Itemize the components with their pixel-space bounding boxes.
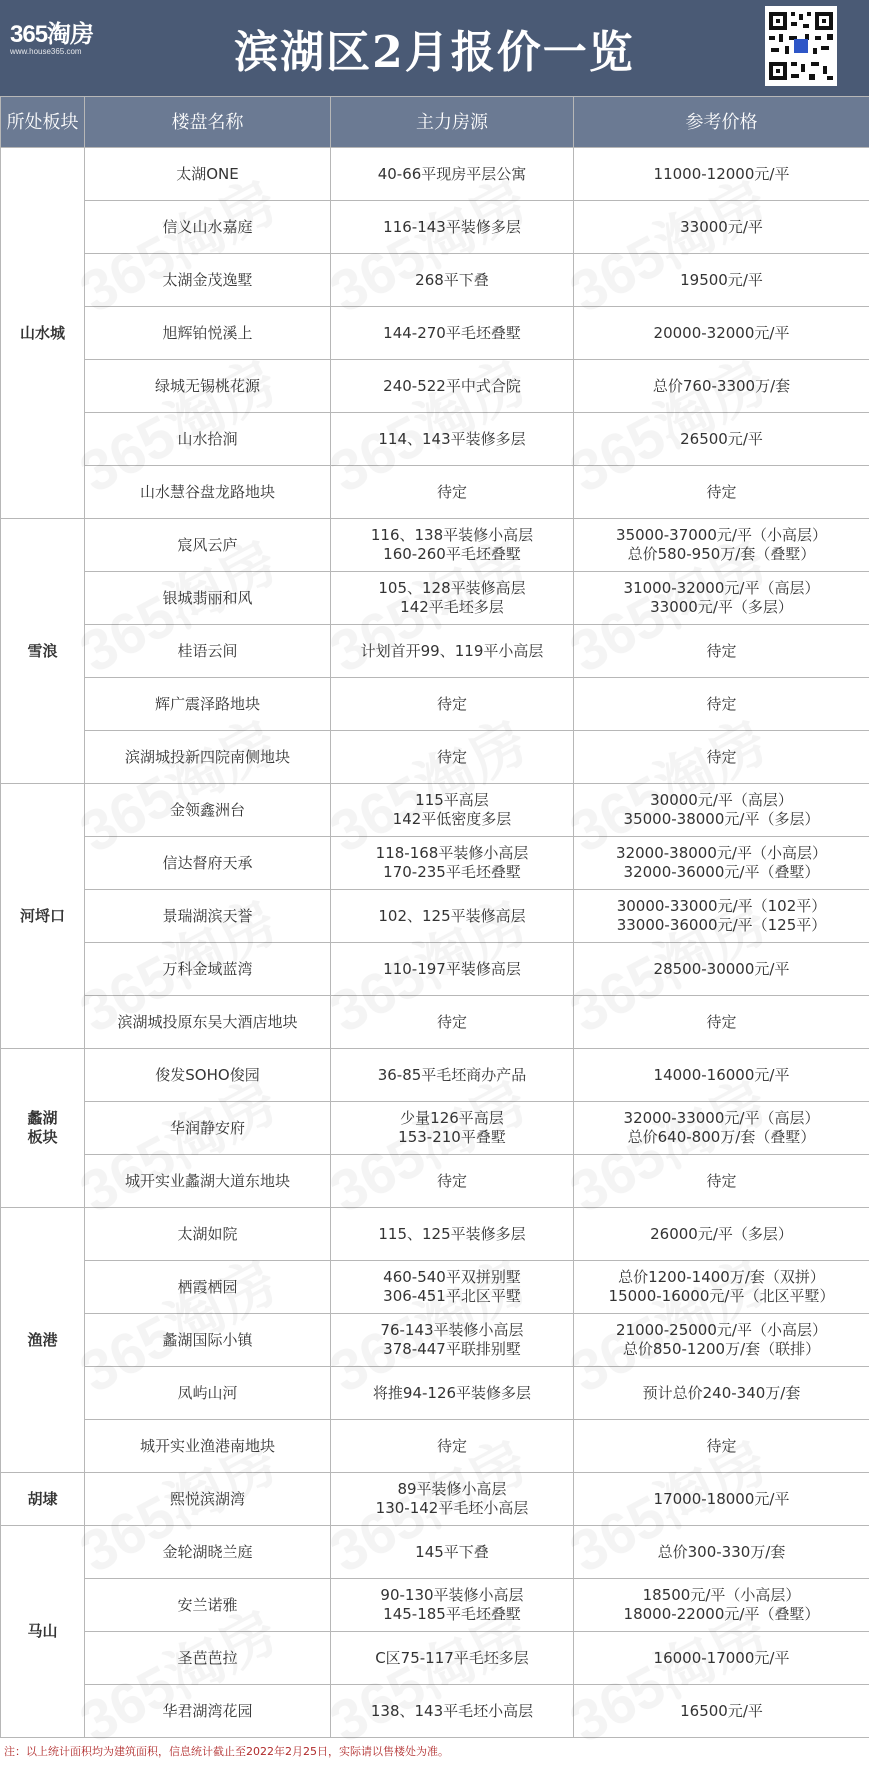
supply-cell — [331, 678, 574, 731]
table-row — [1, 837, 869, 890]
supply-line: 130-142平毛坯小高层 — [331, 1499, 573, 1518]
supply-line: 40-66平现房平层公寓 — [331, 165, 573, 184]
price-table — [0, 96, 869, 1738]
supply-cell — [331, 1261, 574, 1314]
project-name-cell: 金轮湖晓兰庭 — [85, 1526, 331, 1579]
table-row — [1, 148, 869, 201]
supply-line: 110-197平装修高层 — [331, 960, 573, 979]
project-name-cell: 金领鑫洲台 — [85, 784, 331, 837]
project-name-cell: 银城翡丽和风 — [85, 572, 331, 625]
table-row — [1, 1685, 869, 1738]
price-line: 18000-22000元/平（叠墅） — [574, 1605, 869, 1624]
price-line: 17000-18000元/平 — [574, 1490, 869, 1509]
supply-cell — [331, 784, 574, 837]
table-row — [1, 307, 869, 360]
project-name-cell: 圣芭芭拉 — [85, 1632, 331, 1685]
qr-code-icon — [765, 6, 837, 86]
price-line: 待定 — [574, 1013, 869, 1032]
price-line: 18500元/平（小高层） — [574, 1586, 869, 1605]
price-cell — [574, 1155, 869, 1208]
price-cell — [574, 996, 869, 1049]
table-row — [1, 572, 869, 625]
price-cell — [574, 1473, 869, 1526]
project-name-cell: 熙悦滨湖湾 — [85, 1473, 331, 1526]
price-line: 33000-36000元/平（125平） — [574, 916, 869, 935]
price-cell — [574, 1208, 869, 1261]
supply-line: 待定 — [331, 748, 573, 767]
supply-line: 90-130平装修小高层 — [331, 1586, 573, 1605]
project-name-cell: 太湖ONE — [85, 148, 331, 201]
table-row — [1, 1049, 869, 1102]
price-cell — [574, 1632, 869, 1685]
supply-line: 少量126平高层 — [331, 1109, 573, 1128]
price-line: 19500元/平 — [574, 271, 869, 290]
supply-cell — [331, 1685, 574, 1738]
table-row — [1, 890, 869, 943]
project-name-cell: 信义山水嘉庭 — [85, 201, 331, 254]
price-line: 30000-33000元/平（102平） — [574, 897, 869, 916]
project-name-cell: 华润静安府 — [85, 1102, 331, 1155]
column-header-price: 参考价格 — [574, 97, 869, 148]
area-cell: 胡埭 — [1, 1473, 85, 1526]
table-row — [1, 519, 869, 572]
table-row — [1, 201, 869, 254]
supply-cell — [331, 360, 574, 413]
price-line: 33000元/平（多层） — [574, 598, 869, 617]
price-line: 待定 — [574, 1172, 869, 1191]
table-row — [1, 996, 869, 1049]
area-cell: 雪浪 — [1, 519, 85, 784]
price-line: 待定 — [574, 642, 869, 661]
price-line: 31000-32000元/平（高层） — [574, 579, 869, 598]
table-row — [1, 625, 869, 678]
project-name-cell: 蠡湖国际小镇 — [85, 1314, 331, 1367]
project-name-cell: 俊发SOHO俊园 — [85, 1049, 331, 1102]
supply-line: 待定 — [331, 1172, 573, 1191]
supply-cell — [331, 1208, 574, 1261]
supply-line: 待定 — [331, 1013, 573, 1032]
supply-cell — [331, 1102, 574, 1155]
supply-line: 460-540平双拼别墅 — [331, 1268, 573, 1287]
price-cell — [574, 890, 869, 943]
price-cell — [574, 201, 869, 254]
supply-line: 118-168平装修小高层 — [331, 844, 573, 863]
project-name-cell: 太湖如院 — [85, 1208, 331, 1261]
table-row — [1, 1579, 869, 1632]
price-cell — [574, 1261, 869, 1314]
price-cell — [574, 148, 869, 201]
table-row — [1, 1208, 869, 1261]
supply-cell — [331, 466, 574, 519]
price-cell — [574, 625, 869, 678]
project-name-cell: 绿城无锡桃花源 — [85, 360, 331, 413]
supply-cell — [331, 1579, 574, 1632]
price-cell — [574, 1526, 869, 1579]
supply-line: 240-522平中式合院 — [331, 377, 573, 396]
price-line: 33000元/平 — [574, 218, 869, 237]
supply-cell — [331, 625, 574, 678]
area-cell: 河埒口 — [1, 784, 85, 1049]
supply-line: 142平毛坯多层 — [331, 598, 573, 617]
price-cell — [574, 1685, 869, 1738]
supply-line: 153-210平叠墅 — [331, 1128, 573, 1147]
table-row — [1, 1155, 869, 1208]
price-line: 32000-38000元/平（小高层） — [574, 844, 869, 863]
price-line: 14000-16000元/平 — [574, 1066, 869, 1085]
supply-cell — [331, 1367, 574, 1420]
price-line: 16500元/平 — [574, 1702, 869, 1721]
price-cell — [574, 943, 869, 996]
supply-line: 170-235平毛坯叠墅 — [331, 863, 573, 882]
supply-cell — [331, 943, 574, 996]
price-cell — [574, 519, 869, 572]
table-row — [1, 1314, 869, 1367]
area-cell — [1, 1049, 85, 1208]
project-name-cell: 山水慧谷盘龙路地块 — [85, 466, 331, 519]
price-cell — [574, 1579, 869, 1632]
footnote: 注：以上统计面积均为建筑面积，信息统计截止至2022年2月25日，实际请以售楼处为准。 — [0, 1737, 869, 1765]
supply-line: 268平下叠 — [331, 271, 573, 290]
price-line: 11000-12000元/平 — [574, 165, 869, 184]
table-row — [1, 360, 869, 413]
project-name-cell: 太湖金茂逸墅 — [85, 254, 331, 307]
price-cell — [574, 254, 869, 307]
price-line: 总价850-1200万/套（联排） — [574, 1340, 869, 1359]
price-line: 21000-25000元/平（小高层） — [574, 1321, 869, 1340]
supply-line: 36-85平毛坯商办产品 — [331, 1066, 573, 1085]
project-name-cell: 城开实业蠡湖大道东地块 — [85, 1155, 331, 1208]
table-row — [1, 943, 869, 996]
price-cell — [574, 731, 869, 784]
supply-line: 145-185平毛坯叠墅 — [331, 1605, 573, 1624]
price-line: 总价1200-1400万/套（双拼） — [574, 1268, 869, 1287]
supply-line: 将推94-126平装修多层 — [331, 1384, 573, 1403]
supply-cell — [331, 1473, 574, 1526]
project-name-cell: 滨湖城投原东吴大酒店地块 — [85, 996, 331, 1049]
table-row — [1, 413, 869, 466]
price-cell — [574, 413, 869, 466]
table-row — [1, 731, 869, 784]
price-line: 30000元/平（高层） — [574, 791, 869, 810]
price-line: 待定 — [574, 1437, 869, 1456]
supply-cell — [331, 254, 574, 307]
supply-cell — [331, 837, 574, 890]
price-line: 15000-16000元/平（北区平墅） — [574, 1287, 869, 1306]
supply-cell — [331, 1314, 574, 1367]
price-cell — [574, 1049, 869, 1102]
supply-cell — [331, 307, 574, 360]
price-line: 28500-30000元/平 — [574, 960, 869, 979]
supply-line: 142平低密度多层 — [331, 810, 573, 829]
supply-line: 115平高层 — [331, 791, 573, 810]
supply-line: 计划首开99、119平小高层 — [331, 642, 573, 661]
price-line: 总价580-950万/套（叠墅） — [574, 545, 869, 564]
price-line: 20000-32000元/平 — [574, 324, 869, 343]
supply-line: 116-143平装修多层 — [331, 218, 573, 237]
table-row — [1, 1102, 869, 1155]
price-line: 26000元/平（多层） — [574, 1225, 869, 1244]
header-banner — [0, 0, 869, 96]
price-cell — [574, 466, 869, 519]
table-row — [1, 1367, 869, 1420]
supply-line: 76-143平装修小高层 — [331, 1321, 573, 1340]
logo-subtext: www.house365.com — [10, 47, 93, 56]
price-cell — [574, 678, 869, 731]
price-line: 总价760-3300万/套 — [574, 377, 869, 396]
table-row — [1, 678, 869, 731]
price-cell — [574, 1314, 869, 1367]
column-header-row — [1, 97, 869, 148]
area-cell: 山水城 — [1, 148, 85, 519]
project-name-cell: 旭辉铂悦溪上 — [85, 307, 331, 360]
logo-text: 365淘房 — [10, 14, 93, 49]
project-name-cell: 景瑞湖滨天誉 — [85, 890, 331, 943]
supply-cell — [331, 519, 574, 572]
supply-line: 144-270平毛坯叠墅 — [331, 324, 573, 343]
price-line: 35000-37000元/平（小高层） — [574, 526, 869, 545]
price-line: 待定 — [574, 483, 869, 502]
supply-line: 102、125平装修高层 — [331, 907, 573, 926]
price-line: 总价300-330万/套 — [574, 1543, 869, 1562]
supply-cell — [331, 201, 574, 254]
project-name-cell: 辉广震泽路地块 — [85, 678, 331, 731]
project-name-cell: 滨湖城投新四院南侧地块 — [85, 731, 331, 784]
supply-cell — [331, 890, 574, 943]
supply-cell — [331, 996, 574, 1049]
price-table-body — [1, 148, 869, 1738]
price-cell — [574, 307, 869, 360]
supply-line: 89平装修小高层 — [331, 1480, 573, 1499]
price-cell — [574, 784, 869, 837]
supply-line: 待定 — [331, 1437, 573, 1456]
supply-line: 160-260平毛坯叠墅 — [331, 545, 573, 564]
supply-cell — [331, 1526, 574, 1579]
project-name-cell: 山水拾涧 — [85, 413, 331, 466]
price-line: 32000-36000元/平（叠墅） — [574, 863, 869, 882]
supply-cell — [331, 1420, 574, 1473]
supply-line: 116、138平装修小高层 — [331, 526, 573, 545]
project-name-cell: 信达督府天承 — [85, 837, 331, 890]
column-header-area: 所处板块 — [1, 97, 85, 148]
price-cell — [574, 1102, 869, 1155]
column-header-supply: 主力房源 — [331, 97, 574, 148]
supply-line: C区75-117平毛坯多层 — [331, 1649, 573, 1668]
supply-cell — [331, 1632, 574, 1685]
page-title: 滨湖区2月报价一览 — [0, 16, 869, 80]
table-row — [1, 784, 869, 837]
supply-line: 105、128平装修高层 — [331, 579, 573, 598]
price-cell — [574, 1420, 869, 1473]
area-label-line: 蠡湖 — [1, 1109, 84, 1128]
supply-line: 115、125平装修多层 — [331, 1225, 573, 1244]
supply-cell — [331, 413, 574, 466]
supply-cell — [331, 1155, 574, 1208]
project-name-cell: 万科金域蓝湾 — [85, 943, 331, 996]
price-line: 待定 — [574, 695, 869, 714]
price-cell — [574, 572, 869, 625]
supply-cell — [331, 148, 574, 201]
project-name-cell: 桂语云间 — [85, 625, 331, 678]
price-line: 总价640-800万/套（叠墅） — [574, 1128, 869, 1147]
table-row — [1, 1473, 869, 1526]
supply-line: 145平下叠 — [331, 1543, 573, 1562]
supply-line: 114、143平装修多层 — [331, 430, 573, 449]
price-line: 16000-17000元/平 — [574, 1649, 869, 1668]
table-row — [1, 1420, 869, 1473]
price-line: 待定 — [574, 748, 869, 767]
project-name-cell: 凤屿山河 — [85, 1367, 331, 1420]
price-line: 预计总价240-340万/套 — [574, 1384, 869, 1403]
project-name-cell: 华君湖湾花园 — [85, 1685, 331, 1738]
price-cell — [574, 837, 869, 890]
supply-line: 待定 — [331, 695, 573, 714]
area-label-line: 板块 — [1, 1128, 84, 1147]
table-row — [1, 466, 869, 519]
area-cell: 渔港 — [1, 1208, 85, 1473]
table-row — [1, 1261, 869, 1314]
supply-line: 306-451平北区平墅 — [331, 1287, 573, 1306]
area-cell: 马山 — [1, 1526, 85, 1738]
table-row — [1, 1632, 869, 1685]
project-name-cell: 城开实业渔港南地块 — [85, 1420, 331, 1473]
project-name-cell: 安兰诺雅 — [85, 1579, 331, 1632]
price-cell — [574, 360, 869, 413]
column-header-project: 楼盘名称 — [85, 97, 331, 148]
supply-cell — [331, 572, 574, 625]
supply-cell — [331, 731, 574, 784]
project-name-cell: 宸风云庐 — [85, 519, 331, 572]
price-line: 32000-33000元/平（高层） — [574, 1109, 869, 1128]
price-cell — [574, 1367, 869, 1420]
price-line: 26500元/平 — [574, 430, 869, 449]
table-row — [1, 1526, 869, 1579]
price-line: 35000-38000元/平（多层） — [574, 810, 869, 829]
supply-cell — [331, 1049, 574, 1102]
table-row — [1, 254, 869, 307]
supply-line: 138、143平毛坯小高层 — [331, 1702, 573, 1721]
supply-line: 378-447平联排别墅 — [331, 1340, 573, 1359]
supply-line: 待定 — [331, 483, 573, 502]
project-name-cell: 栖霞栖园 — [85, 1261, 331, 1314]
